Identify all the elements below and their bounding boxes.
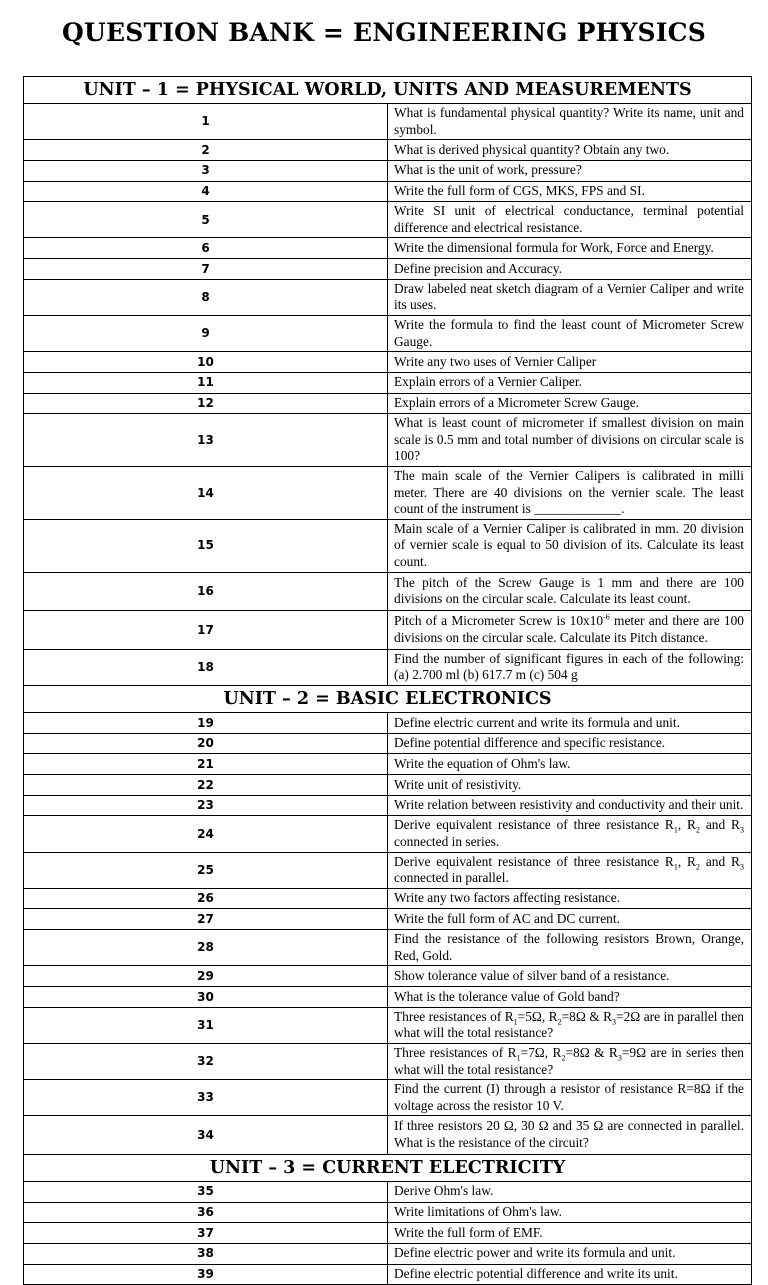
question-number: 32 xyxy=(24,1043,388,1079)
question-text: Write relation between resistivity and conductivity and their unit. xyxy=(388,795,752,816)
question-text: Explain errors of a Micrometer Screw Gauge. xyxy=(388,393,752,414)
question-row xyxy=(24,414,752,467)
question-number: 10 xyxy=(24,352,388,373)
question-text: Find the number of significant figures in each of the following: (a) 2.700 ml (b) 617.7 m (c) 504 g xyxy=(388,649,752,685)
question-text: Write any two factors affecting resistance. xyxy=(388,888,752,909)
question-number: 8 xyxy=(24,279,388,315)
question-number: 11 xyxy=(24,372,388,393)
question-text: If three resistors 20 Ω, 30 Ω and 35 Ω are connected in parallel. What is the resistance of the circuit? xyxy=(388,1116,752,1155)
question-number: 19 xyxy=(24,712,388,733)
question-text: Write SI unit of electrical conductance, terminal potential difference and electrical resistance. xyxy=(388,202,752,238)
question-row xyxy=(24,238,752,259)
question-number: 4 xyxy=(24,181,388,202)
question-number: 17 xyxy=(24,611,388,650)
question-row xyxy=(24,733,752,754)
question-text: What is the tolerance value of Gold band? xyxy=(388,987,752,1008)
unit-heading: UNIT – 2 = BASIC ELECTRONICS xyxy=(24,685,752,712)
question-text: Define electric power and write its formula and unit. xyxy=(388,1243,752,1264)
question-text: Define electric current and write its formula and unit. xyxy=(388,712,752,733)
question-number: 18 xyxy=(24,649,388,685)
question-row xyxy=(24,316,752,352)
question-text: Write the full form of EMF. xyxy=(388,1223,752,1244)
question-row xyxy=(24,519,752,572)
question-row xyxy=(24,754,752,775)
question-row xyxy=(24,1264,752,1285)
question-row xyxy=(24,1202,752,1223)
question-text: Show tolerance value of silver band of a resistance. xyxy=(388,966,752,987)
question-number: 24 xyxy=(24,816,388,852)
question-number: 35 xyxy=(24,1181,388,1202)
unit-heading: UNIT – 1 = PHYSICAL WORLD, UNITS AND MEASUREMENTS xyxy=(24,77,752,104)
question-number: 22 xyxy=(24,775,388,796)
question-number: 31 xyxy=(24,1007,388,1043)
question-row xyxy=(24,352,752,373)
question-number: 9 xyxy=(24,316,388,352)
question-row xyxy=(24,393,752,414)
question-text: Three resistances of $R_1=7\Omega$, $R_2=8\Omega$ & $R_3=9\Omega$ are in series then what will the total resistance? xyxy=(388,1043,752,1079)
question-row xyxy=(24,202,752,238)
question-number: 39 xyxy=(24,1264,388,1285)
question-table xyxy=(23,76,752,1285)
question-text: Write the full form of CGS, MKS, FPS and SI. xyxy=(388,181,752,202)
question-text: Pitch of a Micrometer Screw is $10x10^{-6}$ meter and there are 100 divisions on the circular scale. Calculate its Pitch distance. xyxy=(388,611,752,650)
unit-heading: UNIT – 3 = CURRENT ELECTRICITY xyxy=(24,1154,752,1181)
question-text: What is the unit of work, pressure? xyxy=(388,160,752,181)
question-row xyxy=(24,1181,752,1202)
question-number: 29 xyxy=(24,966,388,987)
question-row xyxy=(24,649,752,685)
question-number: 33 xyxy=(24,1080,388,1116)
question-text: The main scale of the Vernier Calipers is calibrated in milli meter. There are 40 divisions on the vernier scale. The least count of the instrument is _____________. xyxy=(388,467,752,520)
question-row xyxy=(24,467,752,520)
question-number: 34 xyxy=(24,1116,388,1155)
page-title: QUESTION BANK = ENGINEERING PHYSICS xyxy=(61,18,707,47)
question-row xyxy=(24,1080,752,1116)
question-text: Explain errors of a Vernier Caliper. xyxy=(388,372,752,393)
question-text: Define precision and Accuracy. xyxy=(388,259,752,280)
question-row xyxy=(24,572,752,611)
question-number: 30 xyxy=(24,987,388,1008)
question-text: Find the current (I) through a resistor of resistance R=8Ω if the voltage across the resistor 10 V. xyxy=(388,1080,752,1116)
question-number: 13 xyxy=(24,414,388,467)
question-row xyxy=(24,1007,752,1043)
question-row xyxy=(24,279,752,315)
question-number: 23 xyxy=(24,795,388,816)
question-number: 1 xyxy=(24,104,388,140)
question-text: Write unit of resistivity. xyxy=(388,775,752,796)
question-row xyxy=(24,966,752,987)
question-row xyxy=(24,930,752,966)
question-number: 25 xyxy=(24,852,388,888)
question-number: 6 xyxy=(24,238,388,259)
unit-header-row xyxy=(24,685,752,712)
question-text: Write the equation of Ohm's law. xyxy=(388,754,752,775)
question-number: 36 xyxy=(24,1202,388,1223)
question-row xyxy=(24,909,752,930)
question-number: 38 xyxy=(24,1243,388,1264)
question-number: 21 xyxy=(24,754,388,775)
question-row xyxy=(24,1116,752,1155)
question-row xyxy=(24,104,752,140)
question-row xyxy=(24,1223,752,1244)
question-row xyxy=(24,1243,752,1264)
unit-header-row xyxy=(24,1154,752,1181)
question-row xyxy=(24,795,752,816)
question-row xyxy=(24,181,752,202)
question-row xyxy=(24,852,752,888)
question-row xyxy=(24,888,752,909)
question-row xyxy=(24,160,752,181)
question-text: Define electric potential difference and write its unit. xyxy=(388,1264,752,1285)
question-row xyxy=(24,372,752,393)
question-text: Three resistances of $R_1=5\Omega$, $R_2=8\Omega$ & $R_3=2\Omega$ are in parallel then what will the total resistance? xyxy=(388,1007,752,1043)
question-text: What is fundamental physical quantity? Write its name, unit and symbol. xyxy=(388,104,752,140)
question-number: 3 xyxy=(24,160,388,181)
question-number: 27 xyxy=(24,909,388,930)
question-row xyxy=(24,1043,752,1079)
question-text: Write the formula to find the least count of Micrometer Screw Gauge. xyxy=(388,316,752,352)
question-number: 37 xyxy=(24,1223,388,1244)
question-table-body xyxy=(24,77,752,1285)
question-number: 26 xyxy=(24,888,388,909)
question-number: 7 xyxy=(24,259,388,280)
unit-header-row xyxy=(24,77,752,104)
question-text: Derive equivalent resistance of three resistance $R_1$, $R_2$ and $R_3$ connected in series. xyxy=(388,816,752,852)
question-row xyxy=(24,775,752,796)
question-text: Write the full form of AC and DC current. xyxy=(388,909,752,930)
question-row xyxy=(24,611,752,650)
question-number: 28 xyxy=(24,930,388,966)
question-number: 20 xyxy=(24,733,388,754)
question-text: Derive Ohm's law. xyxy=(388,1181,752,1202)
question-number: 5 xyxy=(24,202,388,238)
question-number: 14 xyxy=(24,467,388,520)
question-text: What is least count of micrometer if smallest division on main scale is 0.5 mm and total number of divisions on circular scale is 100? xyxy=(388,414,752,467)
question-row xyxy=(24,987,752,1008)
question-text: Write any two uses of Vernier Caliper xyxy=(388,352,752,373)
question-number: 16 xyxy=(24,572,388,611)
question-text: The pitch of the Screw Gauge is 1 mm and there are 100 divisions on the circular scale. Calculate its least count. xyxy=(388,572,752,611)
question-number: 15 xyxy=(24,519,388,572)
question-text: Derive equivalent resistance of three resistance $R_1$, $R_2$ and $R_3$ connected in parallel. xyxy=(388,852,752,888)
question-text: Define potential difference and specific resistance. xyxy=(388,733,752,754)
question-text: Main scale of a Vernier Caliper is calibrated in mm. 20 division of vernier scale is equal to 50 division of its. Calculate its least count. xyxy=(388,519,752,572)
question-text: What is derived physical quantity? Obtain any two. xyxy=(388,140,752,161)
question-text: Write limitations of Ohm's law. xyxy=(388,1202,752,1223)
question-number: 12 xyxy=(24,393,388,414)
question-text: Write the dimensional formula for Work, Force and Energy. xyxy=(388,238,752,259)
question-row xyxy=(24,259,752,280)
question-number: 2 xyxy=(24,140,388,161)
question-row xyxy=(24,140,752,161)
question-text: Find the resistance of the following resistors Brown, Orange, Red, Gold. xyxy=(388,930,752,966)
question-text: Draw labeled neat sketch diagram of a Vernier Caliper and write its uses. xyxy=(388,279,752,315)
question-row xyxy=(24,816,752,852)
question-row xyxy=(24,712,752,733)
